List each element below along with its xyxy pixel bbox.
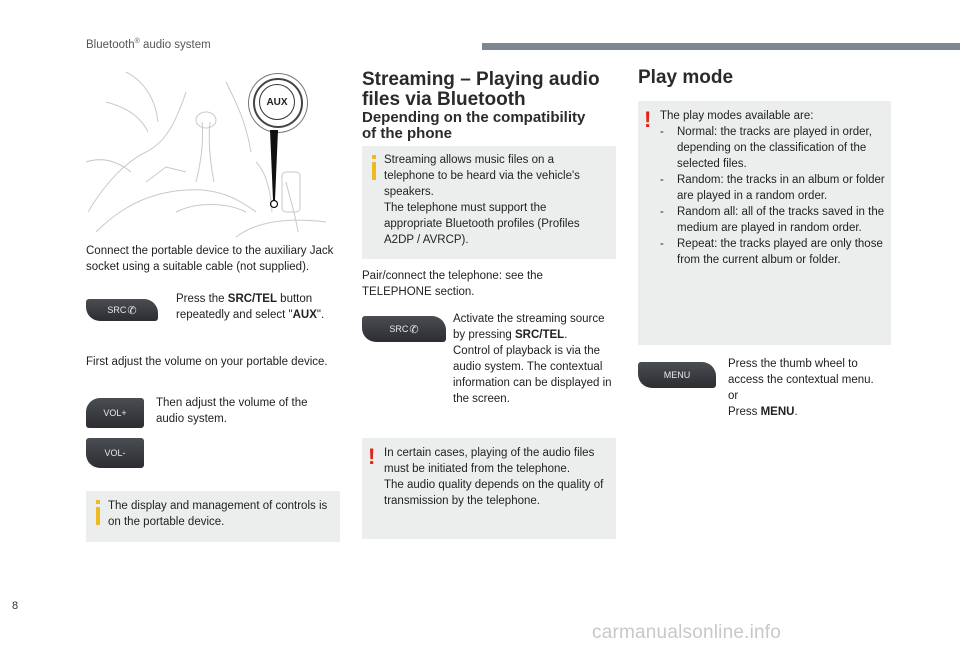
- press-menu-pre: Press: [728, 406, 761, 418]
- info-icon: [96, 507, 100, 525]
- play-mode-list-container: [660, 108, 886, 268]
- play-mode-warning-box: [638, 101, 891, 345]
- pair-telephone-text: Pair/connect the telephone: see the TELEPHONE section.: [362, 270, 543, 298]
- vol-plus-label: VOL+: [103, 408, 127, 418]
- section-title-text: Bluetooth: [86, 38, 135, 51]
- connect-instruction: Connect the portable device to the auxiliary Jack socket using a suitable cable (not supplied).: [86, 245, 334, 273]
- press-menu-post: .: [794, 406, 798, 418]
- vol-minus-button-image: [86, 438, 144, 468]
- aux-socket-icon: [253, 78, 303, 128]
- section-title-suffix: audio system: [139, 38, 211, 51]
- menu-instruction: [728, 356, 888, 420]
- warning-line2: The audio quality depends on the quality of transmission by the telephone.: [384, 479, 604, 507]
- streaming-title-line1: Streaming – Playing audio: [362, 69, 600, 90]
- streaming-warning-box: [362, 438, 616, 539]
- streaming-info-box: [362, 146, 616, 259]
- warning-icon: !: [368, 444, 376, 469]
- src-button-label: SRC: [389, 324, 409, 334]
- streaming-info-text: [384, 152, 604, 248]
- warning-line1: In certain cases, playing of the audio files must be initiated from the telephone.: [384, 447, 595, 475]
- compatibility-subtitle: [362, 110, 622, 142]
- play-mode-title: Play mode: [638, 67, 734, 88]
- activate-streaming-text: [453, 311, 613, 407]
- play-mode-list: [660, 124, 886, 268]
- adjust-portable-volume-text: First adjust the volume on your portable device.: [86, 356, 328, 368]
- adjust-audio-volume-text: Then adjust the volume of the audio system.: [156, 397, 308, 425]
- streaming-info-line2: The telephone must support the appropriate Bluetooth profiles (Profiles A2DP / AVRCP).: [384, 202, 580, 246]
- page-number: 8: [12, 600, 19, 612]
- aux-socket-label: AUX: [259, 84, 295, 120]
- streaming-info-line1: Streaming allows music files on a telephone to be heard via the vehicle's speakers.: [384, 154, 580, 198]
- header-bar: [482, 43, 960, 50]
- press-text-mid: button repeatedly and select ": [176, 293, 313, 321]
- playback-control-text: Control of playback is via the audio system. The contextual information can be displayed in the screen.: [453, 345, 612, 405]
- src-tel-button-image: [362, 316, 446, 342]
- info-icon: [372, 162, 376, 180]
- or-text: or: [728, 390, 739, 402]
- play-mode-random: - Random: the tracks in an album or folder are played in a random order.: [660, 172, 886, 204]
- pointer-arrow-icon: [264, 130, 284, 210]
- menu-keyword: MENU: [760, 406, 795, 418]
- press-src-aux-instruction: [176, 291, 340, 323]
- streaming-title: [362, 70, 622, 110]
- watermark-text: carmanualsonline.info: [592, 622, 782, 643]
- activate-text-post: .: [564, 329, 568, 341]
- streaming-warning-text: [384, 445, 606, 509]
- menu-button-label: MENU: [663, 370, 691, 380]
- phone-icon: ✆: [127, 304, 137, 317]
- aux-keyword: AUX: [292, 309, 317, 321]
- vol-plus-button-image: [86, 398, 144, 428]
- phone-icon: ✆: [409, 323, 419, 336]
- menu-button-image: [638, 362, 716, 388]
- play-mode-normal: - Normal: the tracks are played in order, depending on the classification of the selected files.: [660, 124, 886, 172]
- vol-minus-label: VOL-: [104, 448, 126, 458]
- activate-text-pre: Activate the streaming source by pressing: [453, 313, 605, 341]
- compatibility-subtitle-line1: Depending on the compatibility: [362, 109, 586, 126]
- info-box-text: The display and management of controls is on the portable device.: [108, 500, 328, 528]
- src-tel-keyword: SRC/TEL: [227, 293, 277, 305]
- src-button-label: SRC: [107, 305, 127, 315]
- src-tel-keyword: SRC/TEL: [515, 329, 565, 341]
- aux-socket-illustration: [86, 62, 338, 242]
- src-tel-button-image: [86, 299, 158, 321]
- info-box-display: [86, 491, 340, 542]
- streaming-title-line2: files via Bluetooth: [362, 89, 526, 110]
- play-mode-repeat: - Repeat: the tracks played are only those from the current album or folder.: [660, 236, 886, 268]
- compatibility-subtitle-line2: of the phone: [362, 125, 452, 142]
- press-text-post: ".: [316, 309, 325, 321]
- car-interior-line-drawing: [86, 62, 338, 242]
- play-mode-intro: The play modes available are:: [660, 110, 814, 122]
- registered-mark: ®: [134, 38, 140, 45]
- press-menu-text: [728, 404, 888, 420]
- thumb-wheel-text: Press the thumb wheel to access the contextual menu.: [728, 358, 874, 386]
- play-mode-random-all: - Random all: all of the tracks saved in the medium are played in random order.: [660, 204, 886, 236]
- section-header: [86, 38, 211, 51]
- press-text-pre: Press the: [176, 293, 228, 305]
- warning-icon: !: [644, 107, 652, 132]
